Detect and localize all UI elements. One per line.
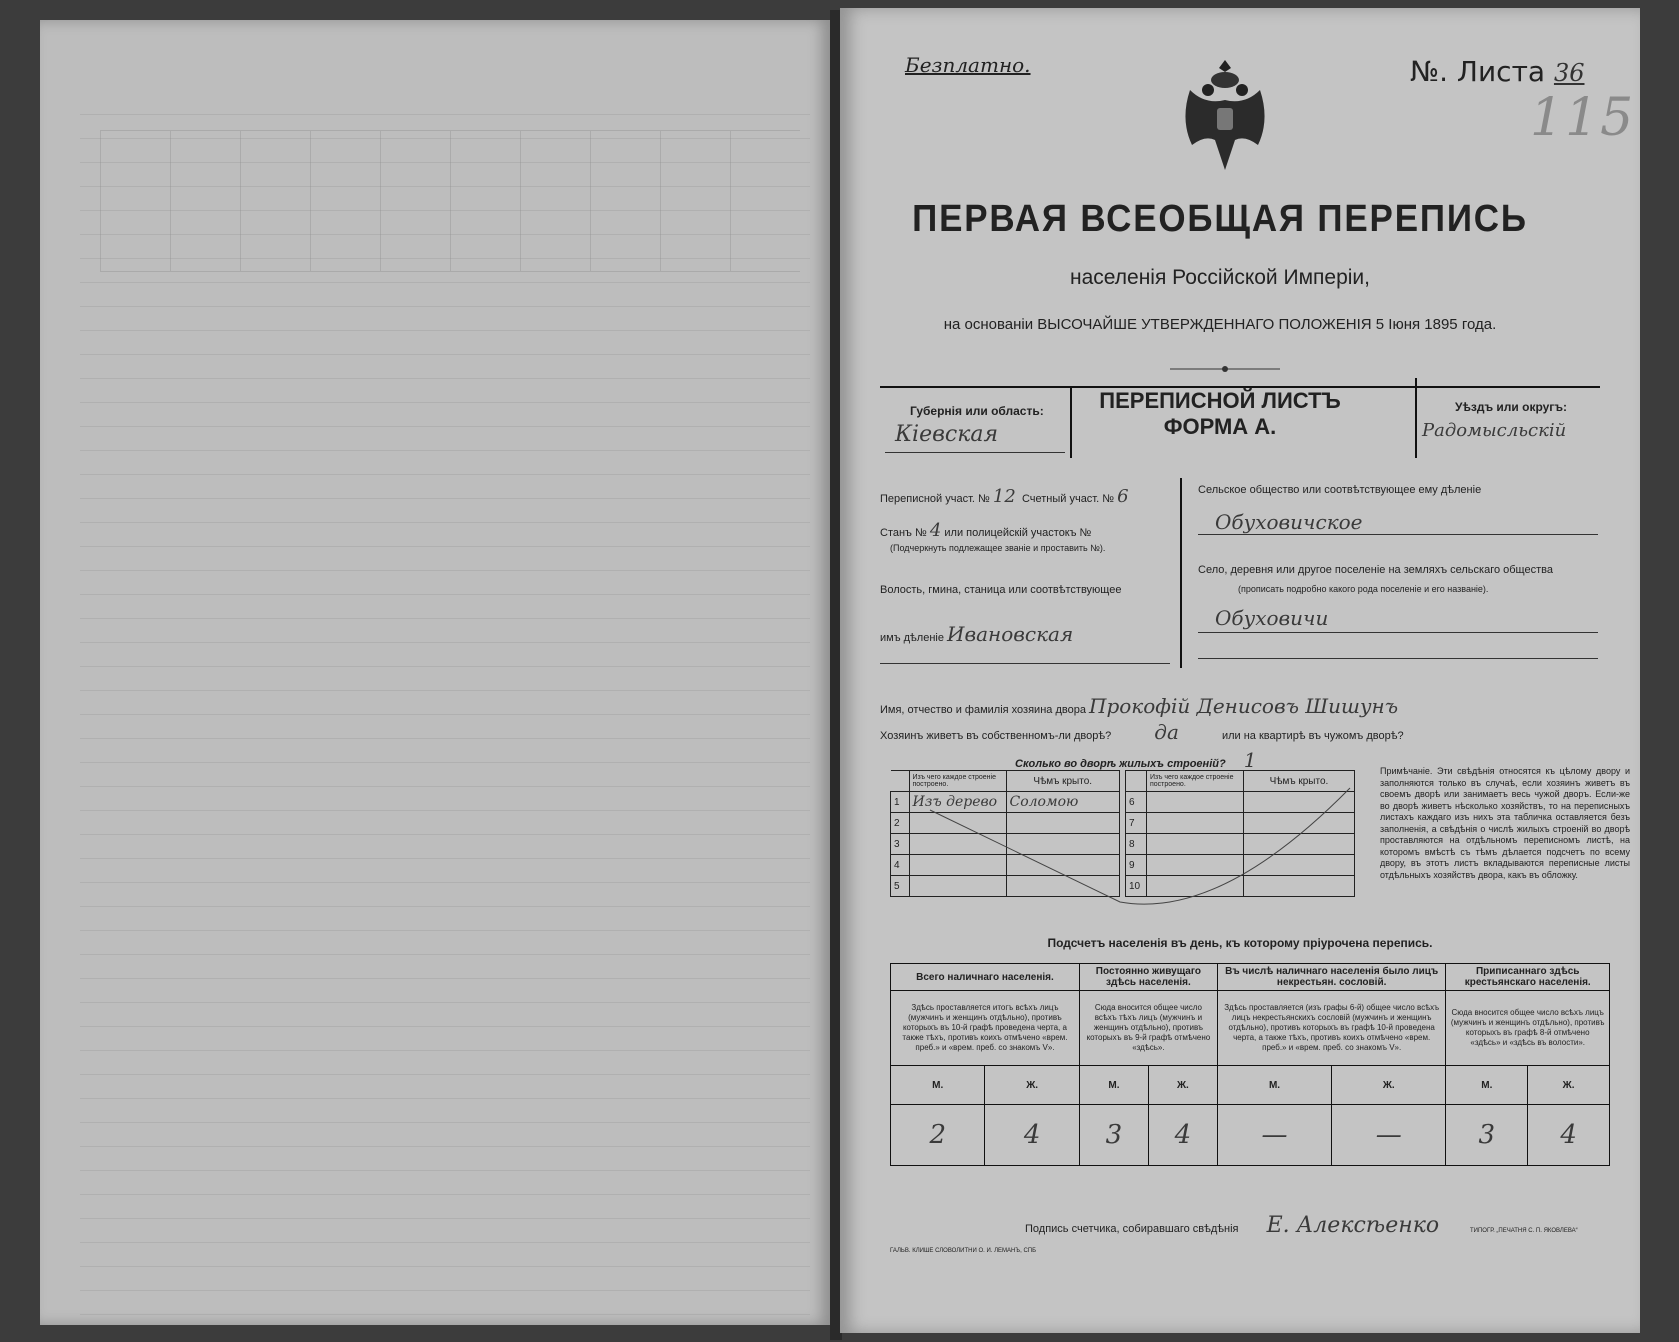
own-yard-value: да bbox=[1154, 720, 1179, 744]
census-district-label: Переписной участ. № bbox=[880, 493, 990, 505]
signature-value: Е. Алексѣенко bbox=[1266, 1213, 1440, 1238]
sheet-number-value: 36 bbox=[1553, 59, 1585, 87]
population-count-table: Всего наличнаго населенія. Постоянно живущаго здѣсь населенія. Въ числѣ наличнаго населенія было лицъ некрестьян. сословій. Приписаннаго здѣсь крестьянскаго населенія. Здѣсь проставляется итогъ всѣхъ лицъ (мужчинъ и женщинъ отдѣльно), противъ которыхъ въ 10-й графѣ проведена черта, а также тѣхъ, противъ коихъ отмѣчено «врем. преб.» и «врем. преб. со знакомъ V». Сюда вносится общее число всѣхъ тѣхъ лицъ (мужчинъ и женщинъ отдѣльно), противъ которыхъ въ 9-й графѣ отмѣчено «здѣсь». Здѣсь проставляется (изъ графы 6-й) общее число всѣхъ лицъ некрестьянскихъ сословій (мужчинъ и женщинъ отдѣльно), противъ которыхъ въ графѣ 10-й проведена черта, а также тѣхъ, противъ коихъ отмѣчено «врем. преб.» и «врем. преб. со знакомъ V». Сюда вносится общее число всѣхъ лицъ (мужчинъ и женщинъ отдѣльно), противъ которыхъ въ графѣ 8-й отмѣчено «здѣсь» и «здѣсь въ волости». М. Ж. М. Ж. М. Ж. М. Ж. 2 4 3 4 — — 3 4 bbox=[890, 963, 1610, 1166]
census-form-page bbox=[840, 8, 1640, 1333]
volost-label: Волость, гмина, станица или соотвѣтствующее bbox=[880, 584, 1122, 596]
sheet-number-label: №. Листа bbox=[1410, 55, 1546, 88]
count-col3-desc: Здѣсь проставляется (изъ графы 6-й) общее число всѣхъ лицъ некрестьянскихъ сословій (мужчинъ и женщинъ отдѣльно), противъ которыхъ въ графѣ 10-й проведена черта, а также тѣхъ, противъ коихъ отмѣчено «врем. преб.» и «врем. преб. со знакомъ V». bbox=[1217, 991, 1446, 1066]
printer-left: ГАЛЬВ. КЛИШЕ СЛОВОЛИТНИ О. И. ЛЕМАНЪ, СПБ bbox=[890, 1248, 1037, 1254]
own-yard-field bbox=[880, 720, 1404, 744]
uezd-label: Уѣздъ или округъ: bbox=[1455, 400, 1568, 414]
stan-field bbox=[880, 520, 1091, 541]
buildings-field bbox=[1015, 748, 1257, 772]
bleed-through-grid bbox=[80, 110, 810, 1315]
table-row: 8 bbox=[1126, 834, 1355, 855]
count-col1-desc: Здѣсь проставляется итогъ всѣхъ лицъ (мужчинъ и женщинъ отдѣльно), противъ которыхъ въ 10-й графѣ проведена черта, а также тѣхъ, противъ коихъ отмѣчено «врем. преб.» и «врем. преб. со знакомъ V». bbox=[891, 991, 1080, 1066]
stan-value: 4 bbox=[929, 520, 942, 541]
signature-label: Подпись счетчика, собиравшаго свѣдѣнія bbox=[1025, 1223, 1239, 1235]
buildings-note: Примѣчаніе. Эти свѣдѣнія относятся къ цѣлому двору и заполняются только въ случаѣ, если хозяинъ живетъ въ своемъ дворѣ или занимаетъ весь чужой дворъ. Если-же во дворѣ живетъ нѣсколько хозяйствъ, то на переписныхъ листахъ каждаго изъ нихъ эта табличка оставляется безъ заполненія, а свѣдѣнія о числѣ жилыхъ строеній во дворѣ проставляются на отдѣльномъ переписномъ листѣ, на которомъ вмѣстѣ съ тѣмъ дѣлается подсчетъ по всему двору, въ этотъ листъ вкладываются переписные листы отдѣльныхъ хозяйствъ двора, какъ въ обложку. bbox=[1380, 766, 1630, 880]
village-label: Село, деревня или другое поселеніе на земляхъ сельскаго общества bbox=[1198, 564, 1553, 576]
col-roof-header: Чѣмъ крыто. bbox=[1006, 771, 1120, 792]
count-col3-title: Въ числѣ наличнаго населенія было лицъ некрестьян. сословій. bbox=[1217, 964, 1446, 991]
row1-material: Изъ дерево bbox=[909, 792, 1006, 813]
stan-note: (Подчеркнуть подлежащее званіе и проставить №). bbox=[890, 543, 1106, 553]
archive-pencil-number: 115 bbox=[1530, 88, 1636, 148]
count-heading: Подсчетъ населенія въ день, къ которому пріурочена перепись. bbox=[1047, 936, 1433, 950]
stan-suffix: или полицейскій участокъ № bbox=[944, 527, 1092, 539]
count-col2-title: Постоянно живущаго здѣсь населенія. bbox=[1079, 964, 1217, 991]
village-underline bbox=[1198, 632, 1598, 633]
col-material-header: Изъ чего каждое строеніе построено. bbox=[909, 771, 1006, 792]
gubernia-value: Кіевская bbox=[895, 422, 999, 447]
permanent-male: 3 bbox=[1079, 1105, 1148, 1166]
count-district-label: Счетный участ. № bbox=[1021, 493, 1115, 505]
non-peasant-male: — bbox=[1217, 1105, 1331, 1166]
volost-value: Ивановская bbox=[947, 622, 1074, 646]
count-col2-desc: Сюда вносится общее число всѣхъ тѣхъ лицъ (мужчинъ и женщинъ отдѣльно), противъ которыхъ въ 9-й графѣ отмѣчено «здѣсь». bbox=[1079, 991, 1217, 1066]
gubernia-label: Губернія или область: bbox=[910, 404, 1044, 418]
imperial-eagle-emblem bbox=[1170, 50, 1280, 180]
table-row: 3 bbox=[891, 834, 1120, 855]
buildings-table-right: Изъ чего каждое строеніе построено. Чѣмъ крыто. 6 7 8 9 10 bbox=[1125, 770, 1355, 897]
blank-strikethrough bbox=[890, 770, 1360, 910]
count-col4-desc: Сюда вносится общее число всѣхъ лицъ (мужчинъ и женщинъ отдѣльно), противъ которыхъ въ графѣ 8-й отмѣчено «здѣсь» и «здѣсь въ волости». bbox=[1446, 991, 1610, 1066]
buildings-label: Сколько во дворѣ жилыхъ строеній? bbox=[1015, 758, 1226, 770]
registered-peasant-female: 4 bbox=[1528, 1105, 1610, 1166]
legal-basis: на основаніи ВЫСОЧАЙШЕ УТВЕРЖДЕННАГО ПОЛОЖЕНІЯ 5 Іюня 1895 года. bbox=[943, 316, 1497, 333]
volost-label2: имъ дѣленіе bbox=[880, 632, 944, 644]
table-row: 9 bbox=[1126, 855, 1355, 876]
table-row: 2 bbox=[891, 813, 1120, 834]
society-label: Сельское общество или соотвѣтствующее ему дѣленіе bbox=[1198, 484, 1482, 496]
volost-underline bbox=[880, 663, 1170, 664]
permanent-female: 4 bbox=[1148, 1105, 1217, 1166]
count-col1-title: Всего наличнаго населенія. bbox=[891, 964, 1080, 991]
society-underline bbox=[1198, 534, 1598, 535]
column-divider bbox=[1180, 478, 1182, 668]
ornament-divider bbox=[1170, 364, 1280, 374]
table-row: 6 bbox=[1126, 792, 1355, 813]
document-title: ПЕРВАЯ ВСЕОБЩАЯ ПЕРЕПИСЬ bbox=[912, 198, 1528, 240]
gubernia-underline bbox=[885, 452, 1065, 453]
table-row: 5 bbox=[891, 876, 1120, 897]
printer-right: ТИПОГР. „ПЕЧАТНЯ С. П. ЯКОВЛЕВА“ bbox=[1470, 1228, 1578, 1234]
row1-roof: Соломою bbox=[1006, 792, 1120, 813]
free-label: Безплатно. bbox=[905, 53, 1031, 77]
form-title-line2: ФОРМА А. bbox=[1163, 414, 1277, 439]
document-subtitle: населенія Россійской Имперіи, bbox=[1070, 266, 1370, 289]
left-page-blank bbox=[40, 20, 830, 1325]
village-value: Обуховичи bbox=[1215, 606, 1329, 630]
count-col4-title: Приписаннаго здѣсь крестьянскаго населенія. bbox=[1446, 964, 1610, 991]
rent-label: или на квартирѣ въ чужомъ дворѣ? bbox=[1221, 730, 1404, 742]
census-district-field bbox=[880, 486, 1129, 507]
owner-label: Имя, отчество и фамилія хозяина двора bbox=[880, 704, 1086, 716]
table-row: 7 bbox=[1126, 813, 1355, 834]
table-row: 1 Изъ дерево Соломою bbox=[891, 792, 1120, 813]
gubernia-box bbox=[880, 386, 1072, 458]
total-male: 2 bbox=[891, 1105, 985, 1166]
count-district-value: 6 bbox=[1117, 486, 1129, 507]
village-note: (прописать подробно какого рода поселеніе и его названіе). bbox=[1238, 584, 1489, 594]
buildings-value: 1 bbox=[1243, 748, 1257, 772]
society-value: Обуховичское bbox=[1215, 510, 1363, 534]
village-underline-2 bbox=[1198, 658, 1598, 659]
own-yard-label: Хозяинъ живетъ въ собственномъ-ли дворѣ? bbox=[880, 730, 1112, 742]
signature-field bbox=[1025, 1213, 1439, 1238]
sheet-number bbox=[1410, 55, 1585, 88]
owner-value: Прокофій Денисовъ Шишунъ bbox=[1089, 694, 1399, 718]
total-female: 4 bbox=[985, 1105, 1079, 1166]
volost-field bbox=[880, 622, 1073, 646]
registered-peasant-male: 3 bbox=[1446, 1105, 1528, 1166]
uezd-box bbox=[1415, 378, 1602, 458]
non-peasant-female: — bbox=[1332, 1105, 1446, 1166]
uezd-value: Радомысльскій bbox=[1422, 420, 1567, 441]
table-row: 10 bbox=[1126, 876, 1355, 897]
table-row: 4 bbox=[891, 855, 1120, 876]
census-district-value: 12 bbox=[992, 486, 1016, 507]
stan-label: Станъ № bbox=[880, 527, 927, 539]
owner-field bbox=[880, 694, 1398, 718]
form-title bbox=[1060, 388, 1380, 440]
form-title-line1: ПЕРЕПИСНОЙ ЛИСТЪ bbox=[1099, 388, 1341, 413]
